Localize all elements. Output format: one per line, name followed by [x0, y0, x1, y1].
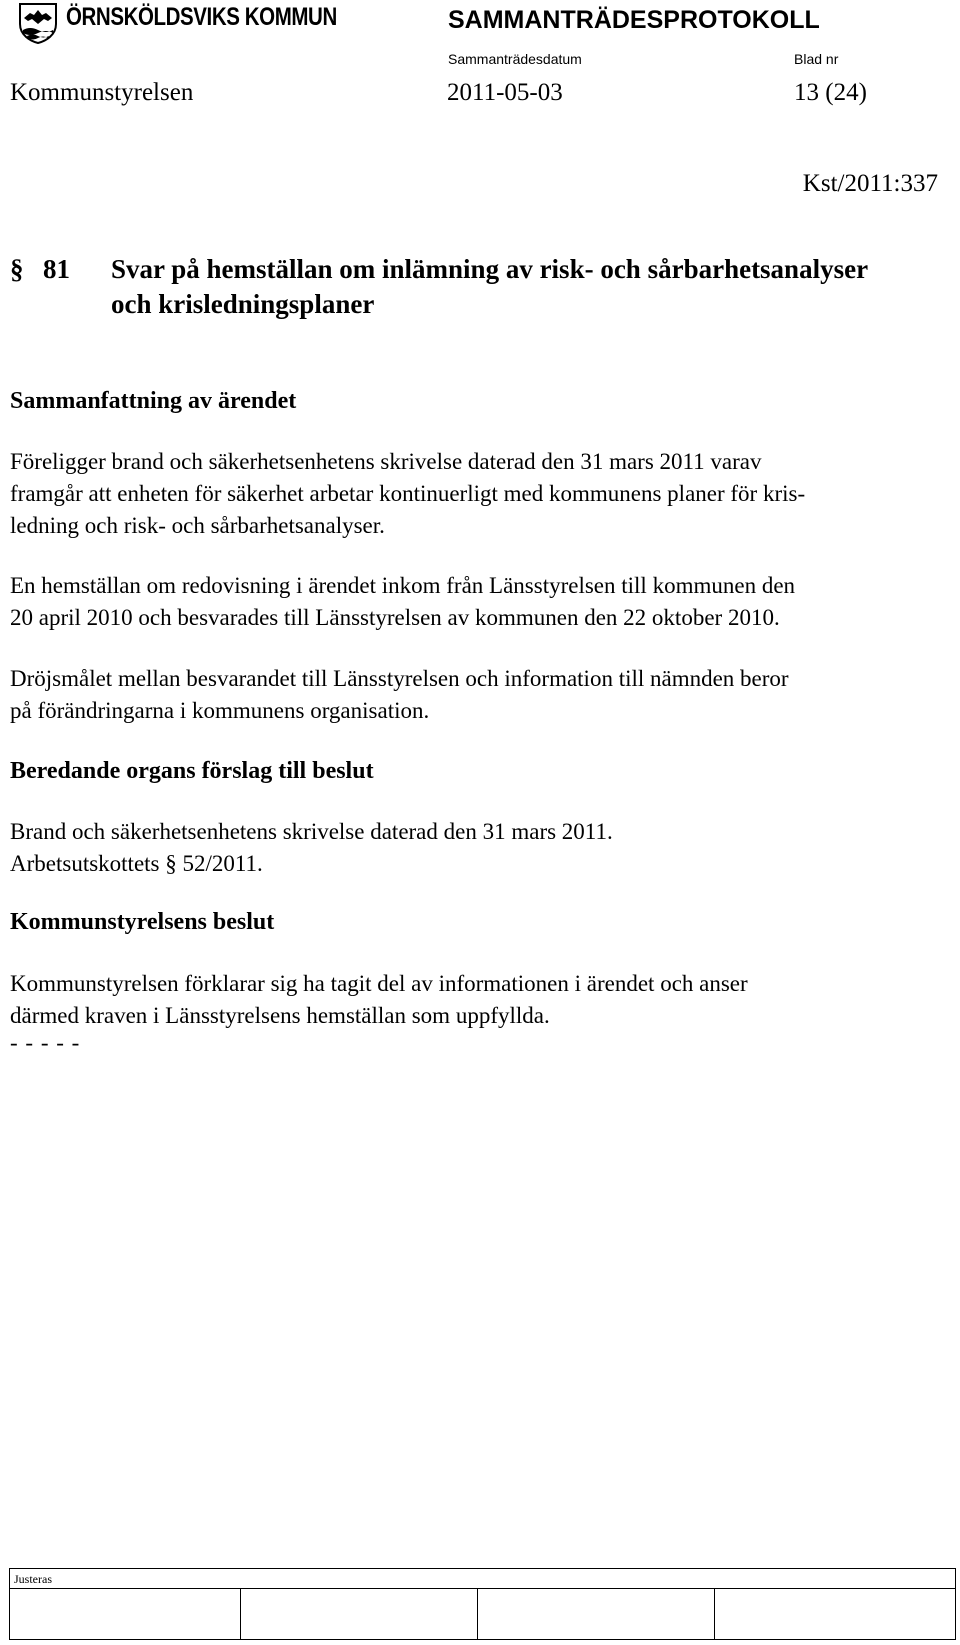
sign-label: Justeras — [14, 1572, 52, 1586]
page-number: 13 (24) — [794, 79, 867, 106]
section-sign: § — [10, 254, 24, 284]
text-line: Brand och säkerhetsenhetens skrivelse daterad den 31 mars 2011. — [10, 819, 613, 844]
text-line: Arbetsutskottets § 52/2011. — [10, 851, 263, 876]
decision-text — [10, 968, 748, 1032]
case-reference: Kst/2011:337 — [802, 170, 938, 197]
summary-heading: Sammanfattning av ärendet — [10, 388, 297, 414]
signature-row-divider — [10, 1588, 955, 1589]
proposal-text — [10, 816, 613, 880]
summary-paragraph-1 — [10, 446, 805, 542]
page-number-caption: Blad nr — [794, 51, 839, 67]
decision-heading: Kommunstyrelsens beslut — [10, 909, 275, 935]
summary-paragraph-2 — [10, 570, 795, 634]
signature-table — [9, 1568, 956, 1640]
signature-cell-divider — [240, 1588, 241, 1639]
meeting-date: 2011-05-03 — [447, 79, 563, 106]
text-line: därmed kraven i Länsstyrelsens hemställan som uppfyllda. — [10, 1003, 550, 1028]
summary-paragraph-3 — [10, 663, 789, 727]
text-line: framgår att enheten för säkerhet arbetar kontinuerligt med kommunens planer för kris- — [10, 481, 806, 506]
text-line: ledning och risk- och sårbarhetsanalyser. — [10, 513, 385, 538]
committee-name: Kommunstyrelsen — [10, 79, 194, 106]
proposal-heading: Beredande organs förslag till beslut — [10, 758, 374, 784]
text-line: 20 april 2010 och besvarades till Länsstyrelsen av kommunen den 22 oktober 2010. — [10, 605, 780, 630]
organization-name: ÖRNSKÖLDSVIKS KOMMUN — [66, 3, 337, 31]
signature-cell-divider — [714, 1588, 715, 1639]
section-number: 81 — [43, 254, 70, 284]
meeting-date-caption: Sammanträdesdatum — [448, 51, 582, 67]
text-line: En hemställan om redovisning i ärendet inkom från Länsstyrelsen till kommunen den — [10, 573, 796, 598]
text-line: Föreligger brand och säkerhetsenhetens skrivelse daterad den 31 mars 2011 varav — [10, 449, 762, 474]
signature-cell-divider — [477, 1588, 478, 1639]
text-line: Dröjsmålet mellan besvarandet till Länsstyrelsen och information till nämnden beror — [10, 666, 789, 691]
end-marker: - - - - - — [10, 1030, 81, 1055]
text-line: på förändringarna i kommunens organisation. — [10, 698, 430, 723]
case-title-line: Svar på hemställan om inlämning av risk- och sårbarhetsanalyser — [111, 254, 869, 284]
coat-of-arms-icon — [18, 2, 58, 44]
text-line: Kommunstyrelsen förklarar sig ha tagit del av informationen i ärendet och anser — [10, 971, 748, 996]
document-type: SAMMANTRÄDESPROTOKOLL — [448, 6, 820, 34]
case-title-line: och krisledningsplaner — [111, 289, 375, 319]
